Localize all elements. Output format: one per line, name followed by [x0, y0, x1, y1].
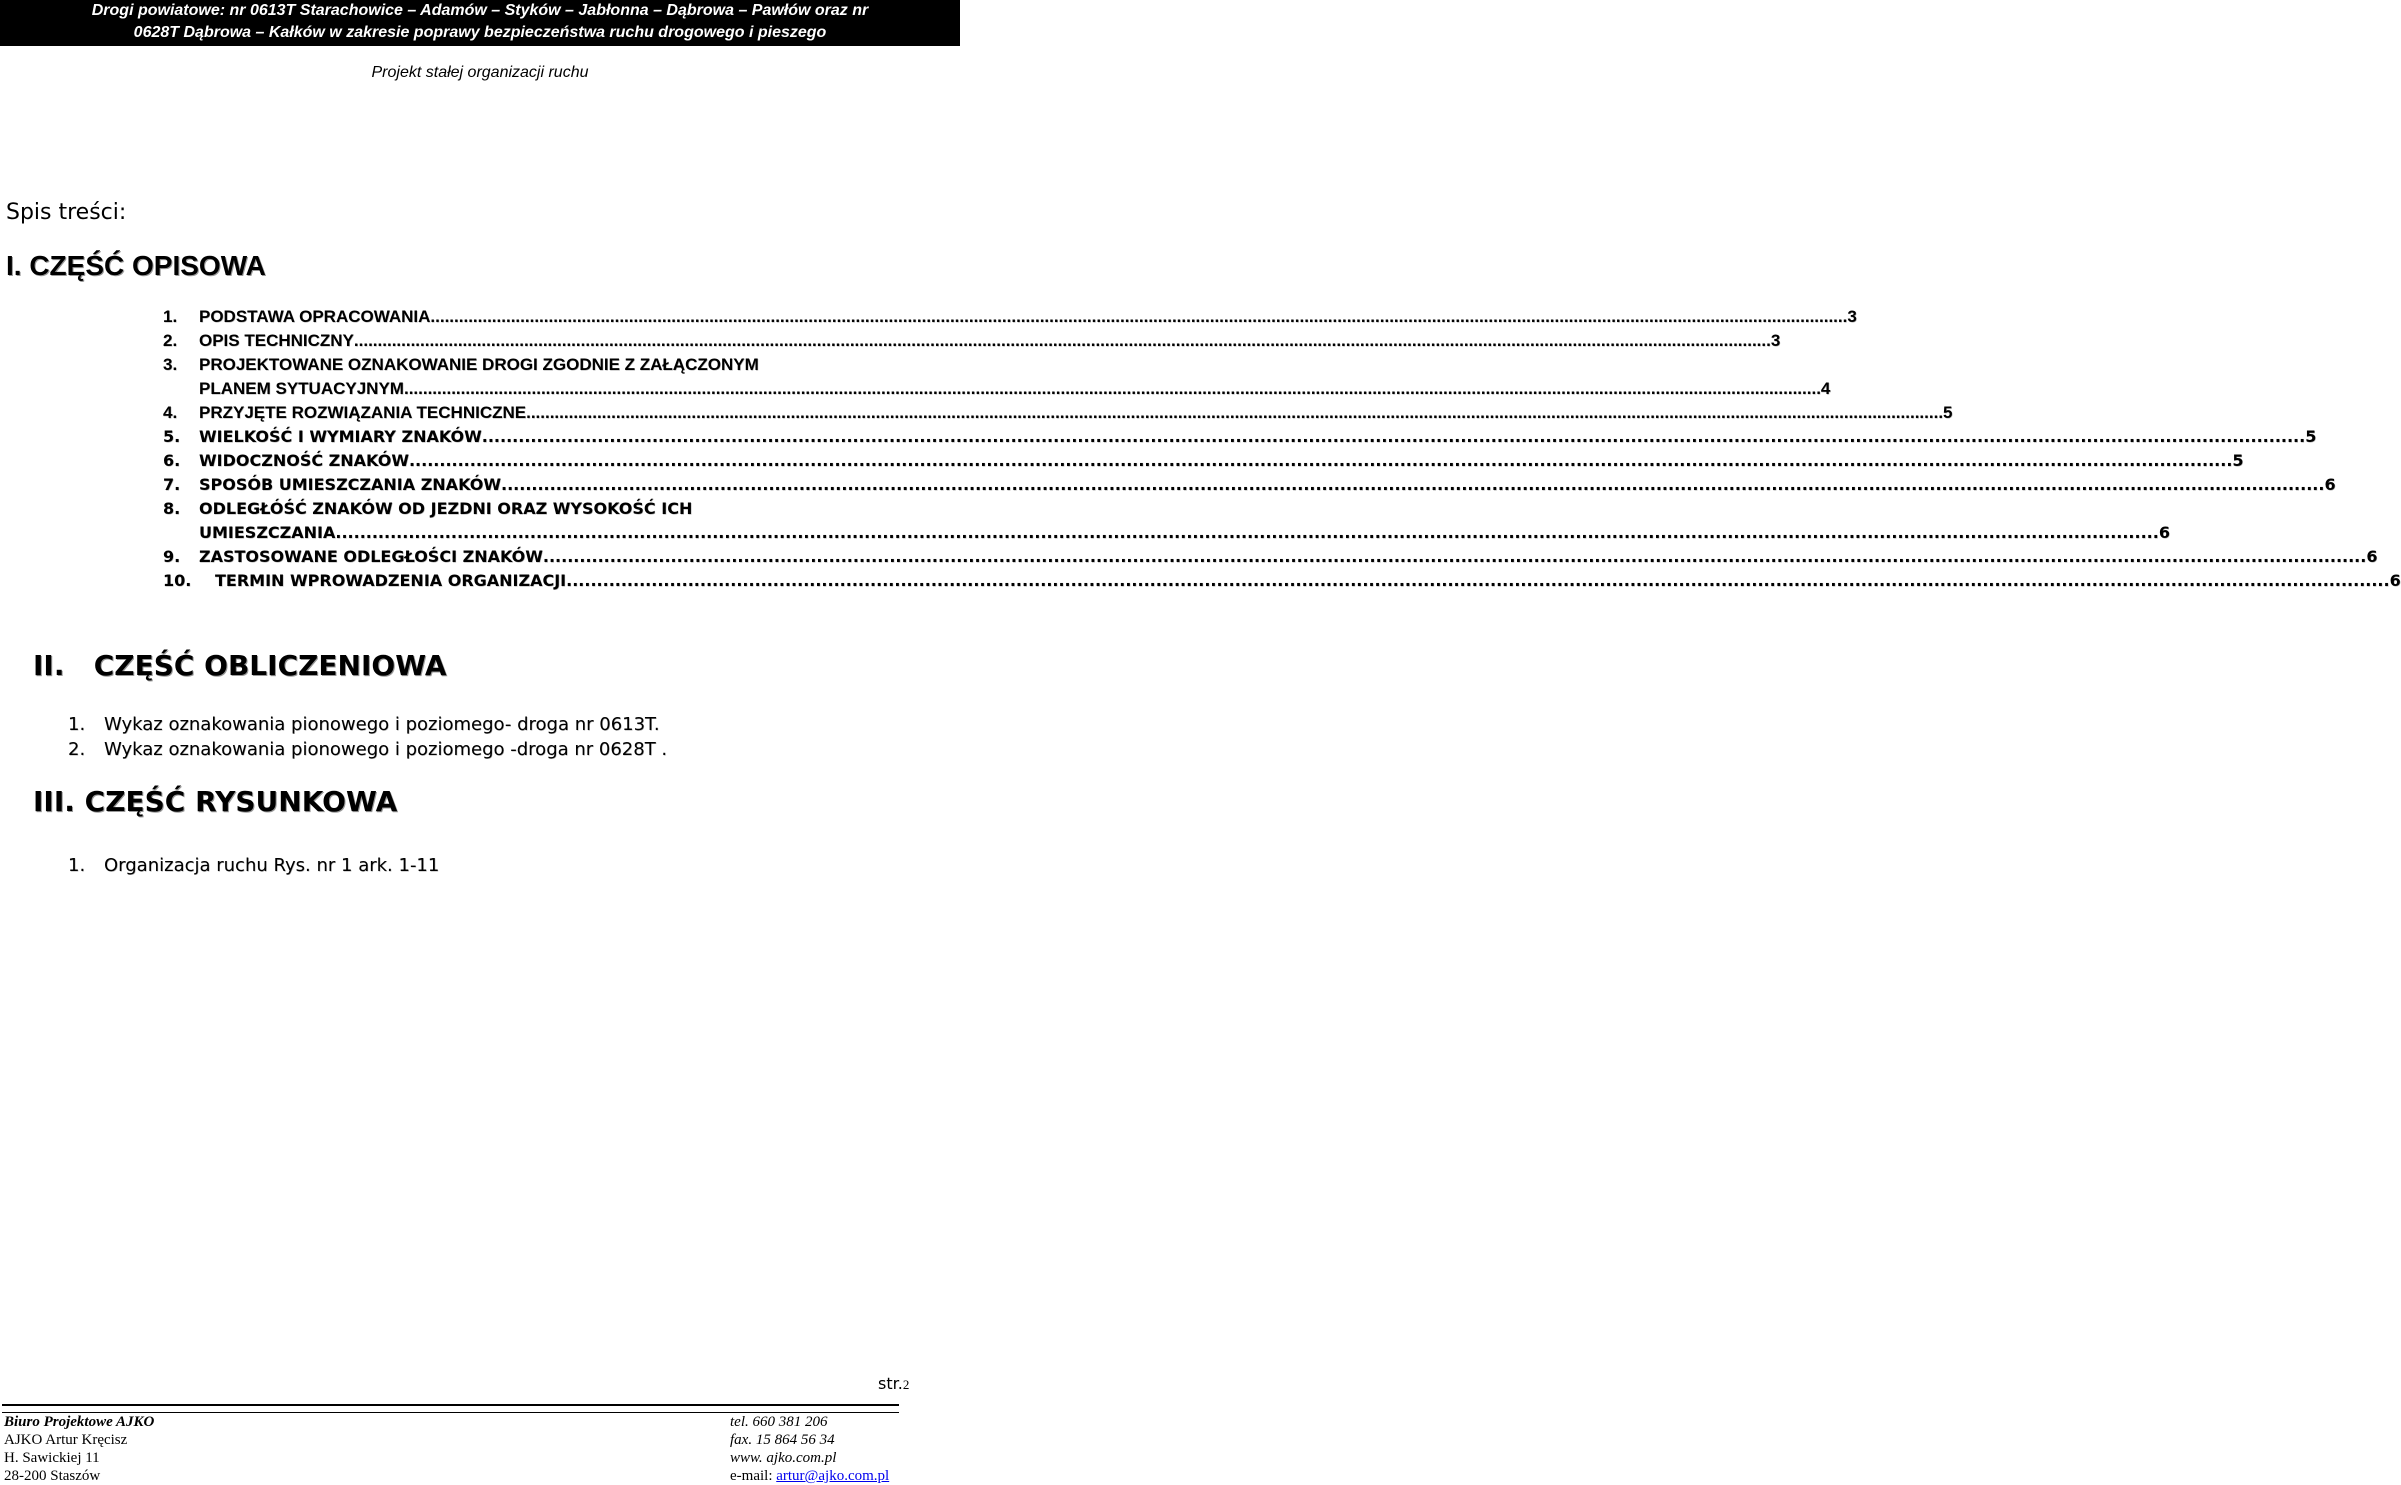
- toc-item[interactable]: [163, 547, 2378, 571]
- toc-item-page: 6: [2366, 547, 2378, 566]
- toc-item[interactable]: [163, 307, 1857, 331]
- page-number-value: 2: [902, 1377, 910, 1392]
- document-header: [0, 0, 960, 46]
- list-item-number: 1.: [68, 855, 86, 876]
- toc-item[interactable]: [163, 475, 2336, 499]
- toc-item[interactable]: [163, 499, 959, 523]
- toc-item-text: SPOSÓB UMIESZCZANIA ZNAKÓW: [199, 475, 501, 494]
- toc-item-page: 3: [1770, 331, 1781, 350]
- toc-item-number: 2.: [163, 331, 178, 350]
- toc-item-text: WIDOCZNOŚĆ ZNAKÓW: [199, 451, 409, 470]
- toc-item[interactable]: [163, 523, 2170, 547]
- footer-email-link[interactable]: artur@ajko.com.pl: [776, 1468, 890, 1484]
- toc-item-text: PODSTAWA OPRACOWANIA: [199, 307, 431, 326]
- toc-item[interactable]: [163, 355, 959, 379]
- list-item-text: Organizacja ruchu Rys. nr 1 ark. 1-11: [104, 855, 440, 876]
- toc-item-page: 5: [1943, 403, 1953, 422]
- toc-item-page: 5: [2305, 427, 2317, 446]
- table-of-contents: [163, 307, 2401, 595]
- footer-email-row: [730, 1467, 889, 1485]
- page-label: str.: [878, 1374, 903, 1393]
- section-heading-rysunkowa: III. CZĘŚĆ RYSUNKOWA: [33, 785, 398, 818]
- list-item-number: 1.: [68, 714, 86, 735]
- footer-contact: [730, 1413, 889, 1485]
- toc-leader-dots: ............................................................................................................................................................................................................................................................................................................: [566, 571, 2390, 590]
- section-heading-opisowa: I. CZĘŚĆ OPISOWA: [6, 250, 266, 281]
- toc-item-number: 10.: [163, 571, 192, 590]
- toc-item-text: PLANEM SYTUACYJNYM: [199, 379, 404, 398]
- toc-item[interactable]: [163, 403, 1953, 427]
- footer-website[interactable]: www. ajko.com.pl: [730, 1450, 837, 1466]
- toc-item-page: 3: [1847, 307, 1857, 326]
- toc-leader-dots: ............................................................................................................................................................................................................................................................................................................: [526, 403, 1944, 422]
- toc-item-number: 9.: [163, 547, 181, 566]
- toc-item-page: 5: [2232, 451, 2244, 470]
- list-item: [68, 739, 667, 764]
- toc-item-text: PROJEKTOWANE OZNAKOWANIE DROGI ZGODNIE Z ZAŁĄCZONYM: [199, 355, 759, 374]
- toc-item-number: 3.: [163, 355, 178, 374]
- toc-leader-dots: ............................................................................................................................................................................................................................................................................................................: [335, 523, 2159, 542]
- footer-divider: [2, 1404, 899, 1413]
- toc-leader-dots: ............................................................................................................................................................................................................................................................................................................: [408, 451, 2233, 470]
- toc-item-text: OPIS TECHNICZNY: [199, 331, 354, 350]
- document-subtitle: Projekt stałej organizacji ruchu: [371, 64, 589, 81]
- page-number: [878, 1374, 909, 1393]
- toc-leader-dots: ............................................................................................................................................................................................................................................................................................................: [430, 307, 1848, 326]
- toc-item-number: 6.: [163, 451, 181, 470]
- footer-street: H. Sawickiej 11: [4, 1450, 100, 1466]
- footer-city: 28-200 Staszów: [4, 1468, 101, 1484]
- toc-item-text: TERMIN WPROWADZENIA ORGANIZACJI: [215, 571, 567, 590]
- toc-item-text: WIELKOŚĆ I WYMIARY ZNAKÓW: [199, 427, 482, 446]
- toc-item-page: 4: [1820, 379, 1831, 398]
- toc-item[interactable]: [163, 571, 2401, 595]
- toc-leader-dots: ............................................................................................................................................................................................................................................................................................................: [353, 331, 1771, 350]
- toc-item-number: 8.: [163, 499, 181, 518]
- footer-company-name: Biuro Projektowe AJKO: [4, 1414, 155, 1430]
- toc-leader-dots: ............................................................................................................................................................................................................................................................................................................: [542, 547, 2367, 566]
- footer-email-label: e-mail:: [730, 1468, 777, 1484]
- toc-item-text: ZASTOSOWANE ODLEGŁOŚCI ZNAKÓW: [199, 547, 543, 566]
- toc-item-number: 7.: [163, 475, 181, 494]
- toc-item-page: 6: [2389, 571, 2401, 590]
- list-item-text: Wykaz oznakowania pionowego i poziomego -droga nr 0628T .: [104, 739, 668, 760]
- rysunkowa-list: [68, 855, 439, 876]
- toc-item-number: 4.: [163, 403, 178, 422]
- list-item: [68, 855, 439, 876]
- toc-item[interactable]: [163, 379, 1831, 403]
- toc-item-number: 5.: [163, 427, 181, 446]
- toc-item-page: 6: [2324, 475, 2336, 494]
- footer-owner: AJKO Artur Kręcisz: [4, 1432, 128, 1448]
- toc-item-text: ODLEGŁÓŚĆ ZNAKÓW OD JEZDNI ORAZ WYSOKOŚĆ ICH: [199, 499, 693, 518]
- footer-company: [4, 1413, 154, 1485]
- toc-item[interactable]: [163, 451, 2244, 475]
- toc-item[interactable]: [163, 331, 1781, 355]
- list-item: [68, 714, 667, 739]
- footer-fax: fax. 15 864 56 34: [730, 1432, 835, 1448]
- header-line-1: Drogi powiatowe: nr 0613T Starachowice – Adamów – Styków – Jabłonna – Dąbrowa – Pawłów oraz nr: [91, 2, 869, 19]
- toc-leader-dots: ............................................................................................................................................................................................................................................................................................................: [403, 379, 1821, 398]
- toc-item-page: 6: [2158, 523, 2170, 542]
- list-item-number: 2.: [68, 739, 86, 760]
- header-line-2: 0628T Dąbrowa – Kałków w zakresie poprawy bezpieczeństwa ruchu drogowego i pieszego: [133, 24, 827, 41]
- footer-phone: tel. 660 381 206: [730, 1414, 828, 1430]
- toc-item-number: 1.: [163, 307, 178, 326]
- toc-item-text: UMIESZCZANIA: [199, 523, 336, 542]
- obliczeniowa-list: [68, 714, 667, 764]
- toc-item[interactable]: [163, 427, 2317, 451]
- toc-leader-dots: ............................................................................................................................................................................................................................................................................................................: [501, 475, 2325, 494]
- toc-title: Spis treści:: [6, 200, 127, 225]
- toc-item-text: PRZYJĘTE ROZWIĄZANIA TECHNICZNE: [199, 403, 527, 422]
- list-item-text: Wykaz oznakowania pionowego i poziomego- droga nr 0613T.: [104, 714, 660, 735]
- toc-leader-dots: ............................................................................................................................................................................................................................................................................................................: [481, 427, 2306, 446]
- section-heading-obliczeniowa: II. CZĘŚĆ OBLICZENIOWA: [33, 649, 447, 682]
